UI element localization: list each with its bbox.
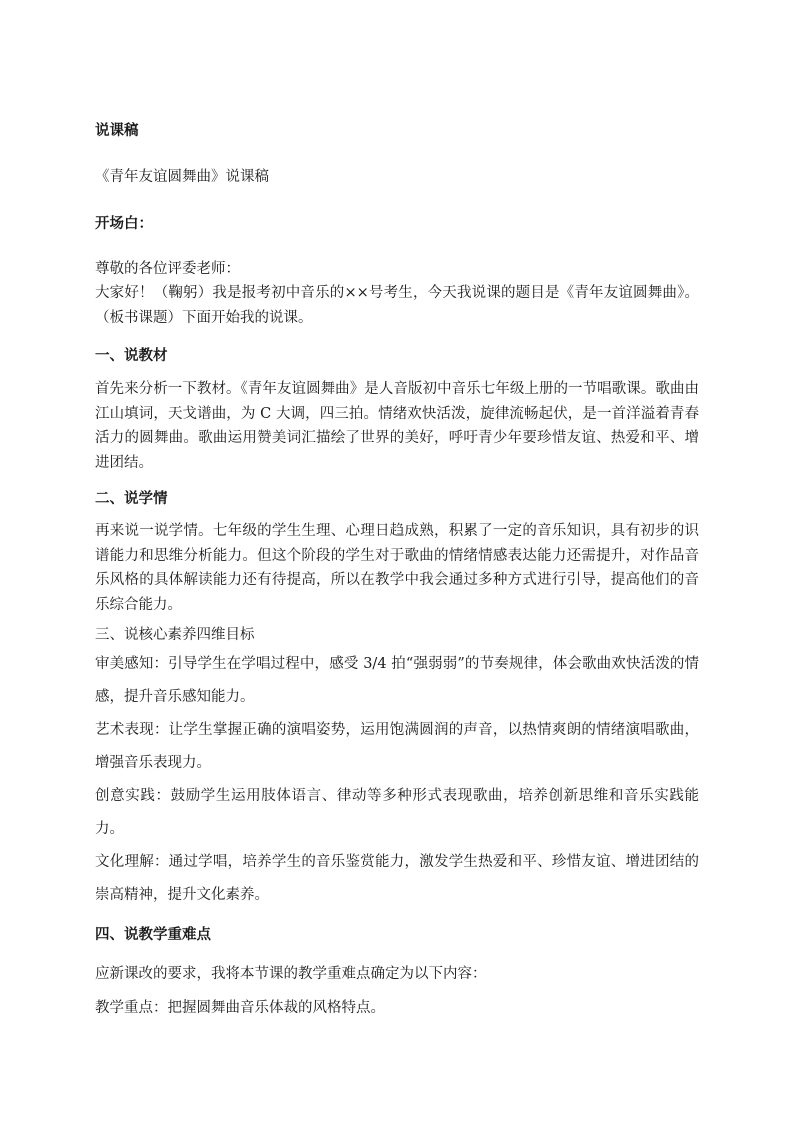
goal-creative-practice: 创意实践：鼓励学生运用肢体语言、律动等多种形式表现歌曲，培养创新思维和音乐实践能力。: [95, 788, 699, 837]
section3-heading: 三、说核心素养四维目标: [95, 627, 255, 643]
opening-heading: 开场白：: [95, 216, 153, 232]
opening-salutation: 尊敬的各位评委老师：: [95, 261, 240, 277]
section4-heading: 四、说教学重难点: [95, 927, 211, 943]
section2-text: 再来说一说学情。七年级的学生生理、心理日趋成熟，积累了一定的音乐知识，具有初步的识谱能力和思维分析能力。但这个阶段的学生对于歌曲的情绪情感表达能力还需提升，对作品音乐风格的具体解读能力还有待提高，所以在教学中我会通过多种方式进行引导，提高他们的音乐综合能力。: [95, 523, 699, 613]
opening-intro: 大家好！（鞠躬）我是报考初中音乐的××号考生，今天我说课的题目是《青年友谊圆舞曲》。（板书课题）下面开始我的说课。: [95, 285, 699, 326]
goal-art-expression: 艺术表现：让学生掌握正确的演唱姿势，运用饱满圆润的声音，以热情爽朗的情绪演唱歌曲，增强音乐表现力。: [95, 722, 699, 771]
lesson-subtitle: 《青年友谊圆舞曲》说课稿: [95, 169, 269, 185]
section1-heading: 一、说教材: [95, 348, 168, 364]
section4-intro: 应新课改的要求，我将本节课的教学重难点确定为以下内容：: [95, 966, 487, 982]
section4-key-point: 教学重点：把握圆舞曲音乐体裁的风格特点。: [95, 1000, 385, 1016]
goal-aesthetic: 审美感知：引导学生在学唱过程中，感受 3/4 拍“强弱弱”的节奏规律，体会歌曲欢快活泼的情感，提升音乐感知能力。: [95, 656, 699, 705]
document-title: 说课稿: [95, 123, 139, 139]
goal-culture: 文化理解：通过学唱，培养学生的音乐鉴赏能力，激发学生热爱和平、珍惜友谊、增进团结的崇高精神，提升文化素养。: [95, 854, 699, 903]
section1-text: 首先来分析一下教材。《青年友谊圆舞曲》是人音版初中音乐七年级上册的一节唱歌课。歌曲由江山填词，天戈谱曲，为 C 大调，四三拍。情绪欢快活泼，旋律流畅起伏，是一首洋溢着青春活力的圆舞曲。歌曲运用赞美词汇描绘了世界的美好，呼吁青少年要珍惜友谊、热爱和平、增进团结。: [95, 381, 699, 471]
section2-heading: 二、说学情: [95, 491, 168, 507]
